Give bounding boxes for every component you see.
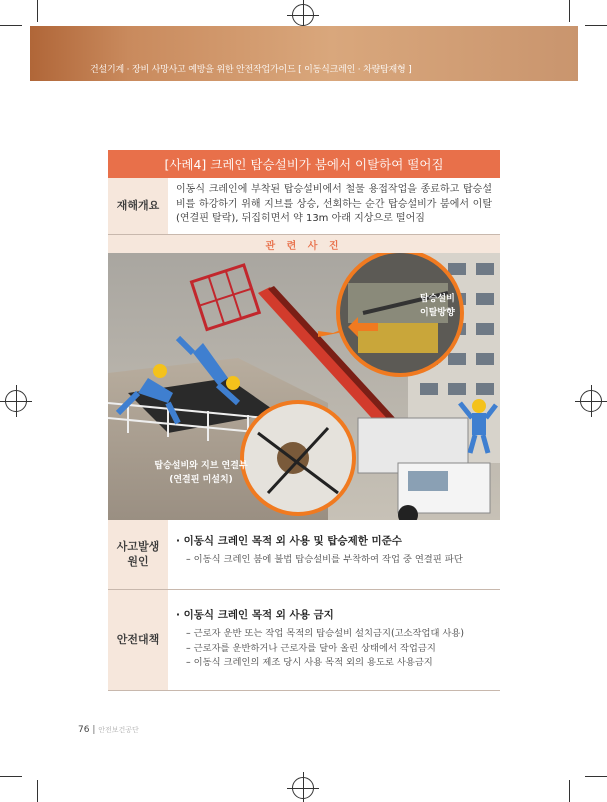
- cause-sub: – 이동식 크레인 붐에 불법 탑승설비를 부착하여 작업 중 연결핀 파단: [186, 554, 463, 566]
- crop-mark: [569, 0, 570, 22]
- crop-mark: [37, 780, 38, 802]
- page-number: 76: [78, 725, 90, 735]
- safety-sub-3: – 이동식 크레인의 제조 당시 사용 목적 외의 용도로 사용금지: [186, 657, 433, 669]
- callout-bottom-line2: (연결핀 미설치): [169, 475, 233, 485]
- crop-mark: [37, 0, 38, 22]
- safety-label: 안전대책: [108, 590, 168, 690]
- running-title: 건설기계 · 장비 사망사고 예방을 위한 안전작업가이드 [ 이동식크레인 · 차량탑재형 ]: [90, 65, 412, 75]
- footer-organization: 안전보건공단: [98, 726, 139, 734]
- crop-mark: [585, 25, 607, 26]
- photo-section-label: 관 련 사 진: [108, 235, 500, 253]
- safety-row: [108, 590, 500, 691]
- crop-mark: [0, 776, 22, 777]
- safety-body: [168, 590, 500, 690]
- cause-label-line2: 원인: [127, 554, 149, 568]
- crop-mark: [585, 776, 607, 777]
- registration-mark-icon: [5, 390, 27, 412]
- safety-main: · 이동식 크레인 목적 외 사용 금지: [176, 609, 334, 621]
- cause-body: [168, 520, 500, 589]
- case-title: [사례4] 크레인 탑승설비가 붐에서 이탈하여 떨어짐: [108, 150, 500, 178]
- overview-text: 이동식 크레인에 부착된 탑승설비에서 철물 용접작업을 종료하고 탑승설비를 하강하기 위해 지브를 상승, 선회하는 순간 탑승설비가 붐에서 이탈(연결핀 탈락), 뒤집히면서 약 13m 아래 지상으로 떨어짐: [176, 184, 492, 224]
- cause-label: [108, 520, 168, 589]
- accident-illustration: [108, 253, 500, 520]
- registration-mark-icon: [292, 777, 314, 799]
- accident-scene-image: [108, 253, 500, 520]
- page-footer: [78, 725, 139, 735]
- registration-mark-icon: [580, 390, 602, 412]
- registration-mark-icon: [292, 4, 314, 26]
- crop-mark: [569, 780, 570, 802]
- crop-mark: [0, 25, 22, 26]
- callout-top-line2: 이탈방향: [420, 308, 455, 318]
- cause-row: [108, 520, 500, 590]
- overview-row: [108, 178, 500, 235]
- callout-bottom-line1: 탑승설비와 지브 연결부: [154, 461, 248, 471]
- safety-sub-1: – 근로자 운반 또는 작업 목적의 탑승설비 설치금지(고소작업대 사용): [186, 628, 465, 640]
- safety-sub-2: – 근로자를 운반하거나 근로자를 달아 올린 상태에서 작업금지: [186, 642, 436, 654]
- case-table: [108, 150, 500, 691]
- overview-label: 재해개요: [108, 178, 168, 234]
- cause-main: · 이동식 크레인 목적 외 사용 및 탑승제한 미준수: [176, 535, 402, 547]
- footer-divider: |: [92, 725, 99, 735]
- cause-label-line1: 사고발생: [116, 540, 160, 554]
- callout-top-line1: 탑승설비: [420, 294, 455, 304]
